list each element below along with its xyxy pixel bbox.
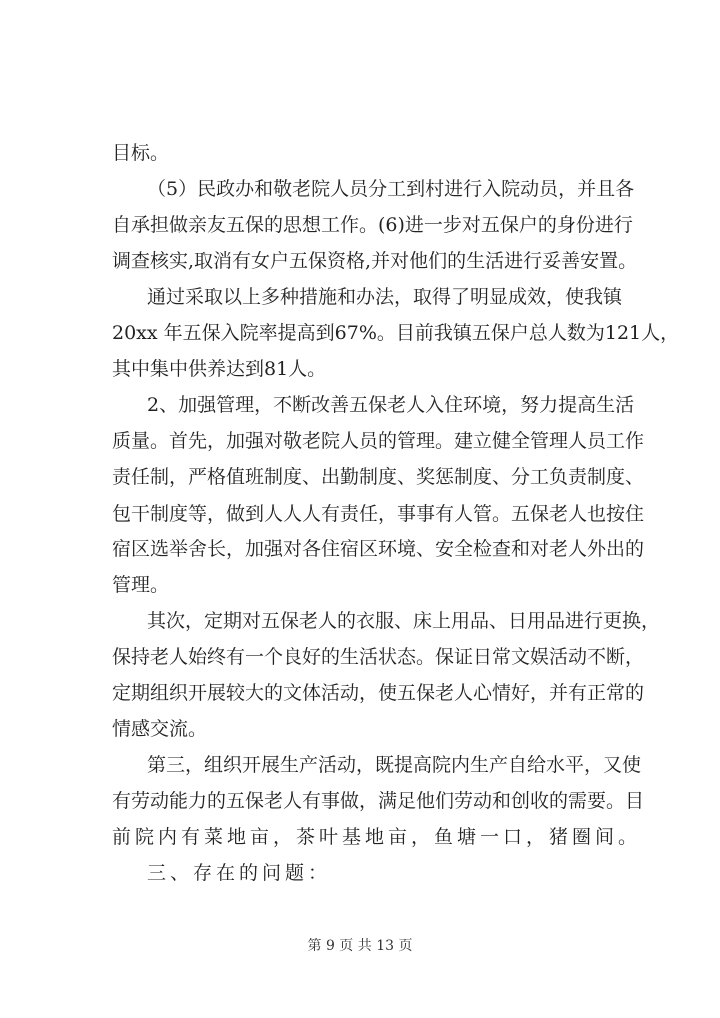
- text-line: 定期组织开展较大的文体活动，使五保老人心情好，并有正常的: [112, 682, 645, 704]
- text-line: 保持老人始终有一个良好的生活状态。保证日常文娱活动不断，: [112, 646, 645, 668]
- text-line: （5）民政办和敬老院人员分工到村进行入院动员，并且各: [147, 178, 635, 200]
- text-line: 其中集中供养达到81人。: [112, 358, 327, 380]
- text-line: 其次，定期对五保老人的衣服、床上用品、日用品进行更换，: [147, 610, 661, 632]
- text-line: 自承担做亲友五保的思想工作。(6)进一步对五保户的身份进行: [112, 214, 633, 236]
- text-line: 第三，组织开展生产活动，既提高院内生产自给水平，又使: [147, 754, 642, 776]
- text-line: 责任制，严格值班制度、出勤制度、奖惩制度、分工负责制度、: [112, 466, 645, 488]
- text-line: 质量。首先，加强对敬老院人员的管理。建立健全管理人员工作: [112, 430, 645, 452]
- text-line: 通过采取以上多种措施和办法，取得了明显成效，使我镇: [147, 286, 623, 308]
- text-line: 20xx 年五保入院率提高到67%。目前我镇五保户总人数为121人，: [112, 322, 680, 344]
- section-heading: 三、存在的问题：: [147, 862, 332, 884]
- text-line: 目标。: [112, 142, 170, 164]
- text-line: 有劳动能力的五保老人有事做，满足他们劳动和创收的需要。目: [112, 790, 645, 812]
- text-line: 宿区选举舍长，加强对各住宿区环境、安全检查和对老人外出的: [112, 538, 645, 560]
- page-footer: 第 9 页 共 13 页: [307, 938, 413, 954]
- text-line: 2、加强管理，不断改善五保老人入住环境，努力提高生活: [147, 394, 635, 416]
- text-line: 情感交流。: [112, 718, 208, 740]
- text-line: 调查核实,取消有女户五保资格,并对他们的生活进行妥善安置。: [112, 250, 638, 272]
- text-line: 前院内有菜地亩，茶叶基地亩，鱼塘一口，猪圈间。: [112, 826, 642, 848]
- text-line: 包干制度等，做到人人人有责任，事事有人管。五保老人也按住: [112, 503, 645, 525]
- text-line: 管理。: [112, 574, 170, 596]
